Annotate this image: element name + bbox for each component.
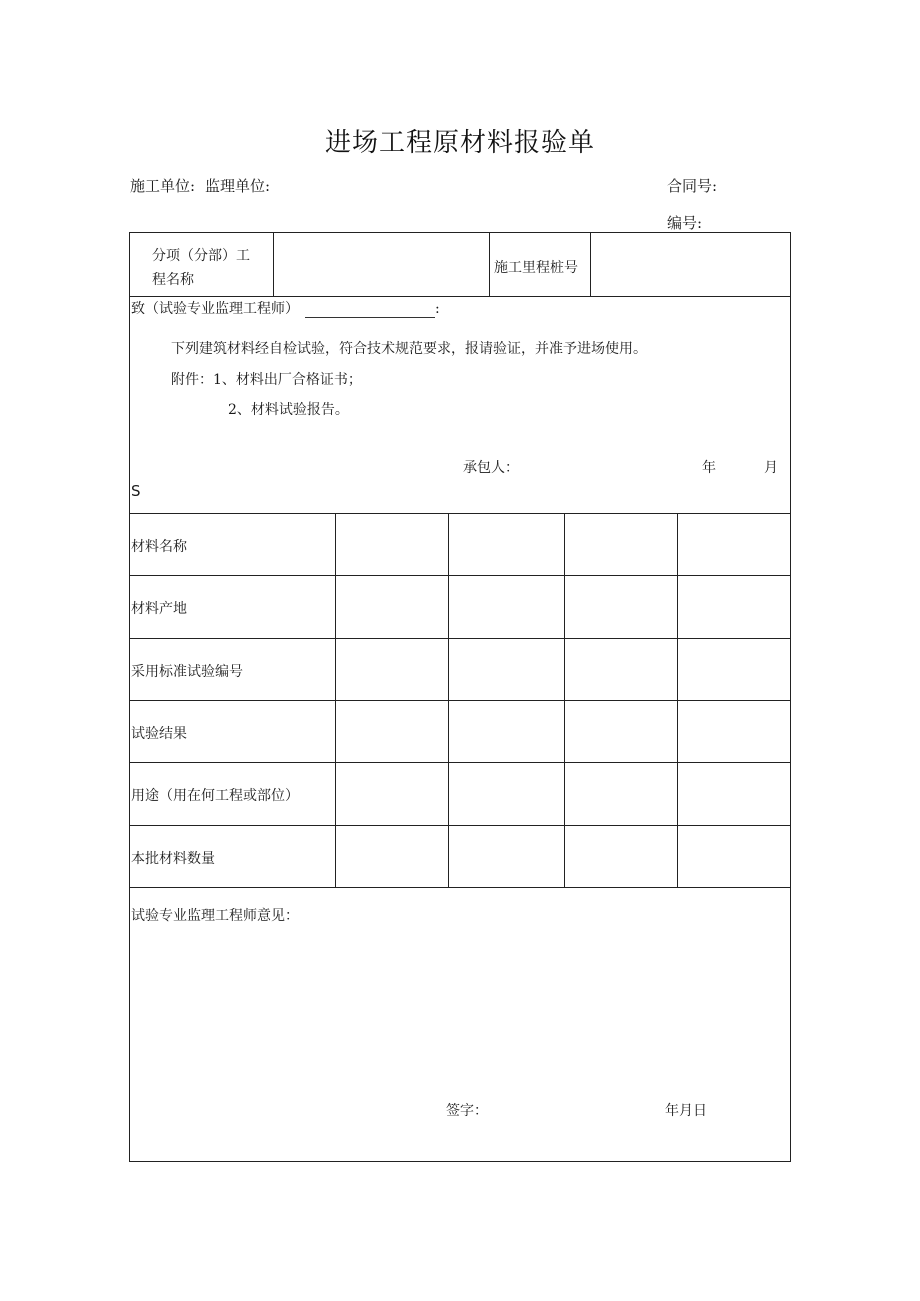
table-row-label-quantity: 本批材料数量: [131, 851, 215, 867]
divider: [590, 232, 591, 296]
item-project-label-line1: 分项（分部）工: [152, 248, 250, 264]
divider: [489, 232, 490, 296]
table-row-label-standard-test-no: 采用标准试验编号: [131, 664, 243, 680]
attachments-label: 附件：1、材料出厂合格证书；: [171, 372, 362, 388]
page-title: 进场工程原材料报验单: [324, 128, 595, 158]
table-row-divider: [129, 825, 791, 826]
contractor-label: 承包人：: [463, 460, 519, 476]
item-project-label-line2: 程名称: [152, 272, 194, 288]
to-engineer-label: 致（试验专业监理工程师）: [131, 301, 299, 317]
divider: [273, 232, 274, 296]
mileage-label: 施工里程桩号: [494, 260, 578, 276]
month-label: 月: [764, 460, 778, 476]
signature-label: 签字：: [446, 1103, 488, 1119]
divider: [129, 513, 791, 514]
table-row-label-origin: 材料产地: [131, 601, 187, 617]
to-engineer-line: [131, 298, 440, 318]
date-label: 年月日: [665, 1103, 707, 1119]
table-row-divider: [129, 638, 791, 639]
divider: [129, 887, 791, 888]
table-row-divider: [129, 762, 791, 763]
table-row-divider: [129, 700, 791, 701]
table-row-divider: [129, 575, 791, 576]
table-row-label-usage: 用途（用在何工程或部位）: [131, 788, 299, 804]
construction-unit-label: 施工单位:: [130, 177, 196, 195]
engineer-name-blank[interactable]: [305, 303, 435, 318]
attachment-2: 2、材料试验报告。: [228, 402, 349, 418]
trailing-char: S: [131, 482, 141, 500]
mileage-field[interactable]: [593, 236, 787, 292]
table-row-label-material-name: 材料名称: [131, 539, 187, 555]
divider: [129, 296, 791, 297]
year-label: 年: [702, 460, 716, 476]
opinion-label: 试验专业监理工程师意见：: [131, 908, 299, 924]
request-body: 下列建筑材料经自检试验，符合技术规范要求，报请验证，并准予进场使用。: [171, 341, 647, 357]
supervision-unit-label: 监理单位:: [205, 177, 271, 195]
item-project-name-field[interactable]: [276, 236, 486, 292]
table-row-label-test-result: 试验结果: [131, 726, 187, 742]
contract-no-label: 合同号:: [667, 177, 718, 195]
serial-no-label: 编号:: [667, 214, 703, 232]
to-suffix: :: [435, 301, 440, 317]
